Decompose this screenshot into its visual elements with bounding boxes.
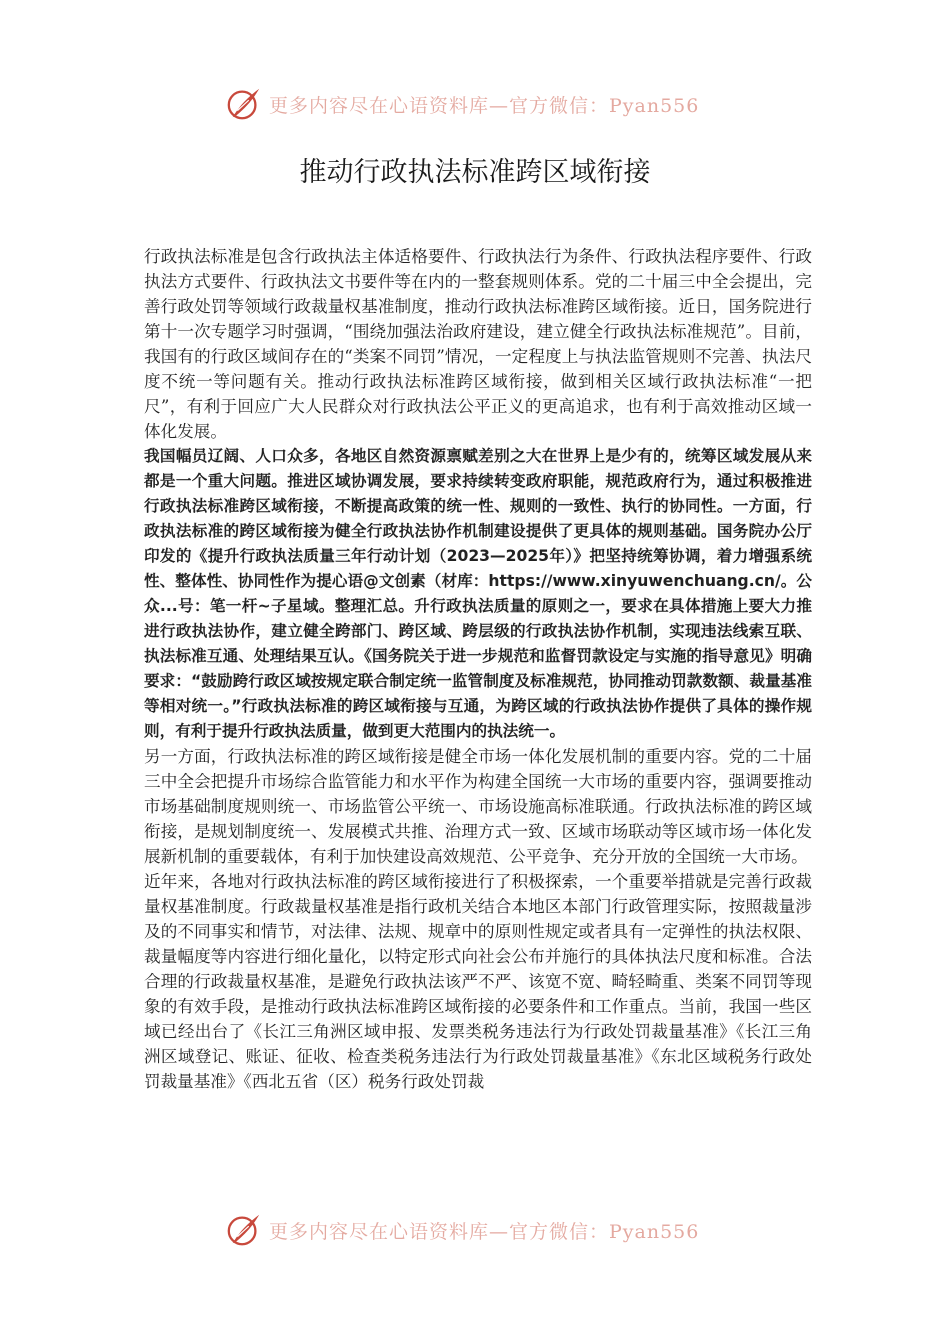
paragraph-3: 另一方面，行政执法标准的跨区域衔接是健全市场一体化发展机制的重要内容。党的二十届三中全会把提升市场综合监管能力和水平作为构建全国统一大市场的重要内容，强调要推动市场基础制度规则统一、市场监管公平统一、市场设施高标准联通。行政执法标准的跨区域衔接，是规划制度统一、发展模式共推、治理方式一致、区域市场联动等区域市场一体化发展新机制的重要载体，有利于加快建设高效规范、公平竞争、充分开放的全国统一大市场。	[144, 747, 812, 866]
quill-pen-icon	[225, 85, 263, 123]
footer-banner[interactable]	[225, 1210, 725, 1250]
paragraph-4: 近年来，各地对行政执法标准的跨区域衔接进行了积极探索，一个重要举措就是完善行政裁量权基准制度。行政裁量权基准是指行政机关结合本地区本部门行政管理实际，按照裁量涉及的不同事实和情节，对法律、法规、规章中的原则性规定或者具有一定弹性的执法权限、裁量幅度等内容进行细化量化，以特定形式向社会公布并施行的具体执法尺度和标准。合法合理的行政裁量权基准，是避免行政执法该严不严、该宽不宽、畸轻畸重、类案不同罚等现象的有效手段，是推动行政执法标准跨区域衔接的必要条件和工作重点。当前，我国一些区域已经出台了《长江三角洲区域申报、发票类税务违法行为行政处罚裁量基准》《长江三角洲区域登记、账证、征收、检查类税务违法行为行政处罚裁量基准》《东北区域税务行政处罚裁量基准》《西北五省（区）税务行政处罚裁	[144, 872, 812, 1091]
banner-text: 更多内容尽在心语资料库—官方微信：Pyan556	[269, 1220, 700, 1243]
quill-pen-icon	[225, 1211, 263, 1249]
article-body	[144, 244, 812, 1094]
banner-text: 更多内容尽在心语资料库—官方微信：Pyan556	[269, 94, 700, 117]
page-title: 推动行政执法标准跨区域衔接	[299, 157, 651, 188]
paragraph-1: 行政执法标准是包含行政执法主体适格要件、行政执法行为条件、行政执法程序要件、行政执法方式要件、行政执法文书要件等在内的一整套规则体系。党的二十届三中全会提出，完善行政处罚等领域行政裁量权基准制度，推动行政执法标准跨区域衔接。近日，国务院进行第十一次专题学习时强调，“围绕加强法治政府建设，建立健全行政执法标准规范”。目前，我国有的行政区域间存在的“类案不同罚”情况，一定程度上与执法监管规则不完善、执法尺度不统一等问题有关。推动行政执法标准跨区域衔接，做到相关区域行政执法标准“一把尺”，有利于回应广大人民群众对行政执法公平正义的更高追求，也有利于高效推动区域一体化发展。	[144, 247, 812, 441]
header-banner[interactable]	[225, 84, 725, 124]
paragraph-2: 我国幅员辽阔、人口众多，各地区自然资源禀赋差别之大在世界上是少有的，统筹区域发展从来都是一个重大问题。推进区域协调发展，要求持续转变政府职能，规范政府行为，通过积极推进行政执法标准跨区域衔接，不断提高政策的统一性、规则的一致性、执行的协同性。一方面，行政执法标准的跨区域衔接为健全行政执法协作机制建设提供了更具体的规则基础。国务院办公厅印发的《提升行政执法质量三年行动计划（2023—2025年）》把坚持统筹协调，着力增强系统性、整体性、协同性作为提心语@文创素（材库：https://www.xinyuwenchuang.cn/。公众...号：笔一杆~子星域。整理汇总。升行政执法质量的原则之一，要求在具体措施上要大力推进行政执法协作，建立健全跨部门、跨区域、跨层级的行政执法协作机制，实现违法线索互联、执法标准互通、处理结果互认。《国务院关于进一步规范和监督罚款设定与实施的指导意见》明确要求：“鼓励跨行政区域按规定联合制定统一监管制度及标准规范，协同推动罚款数额、裁量基准等相对统一。”行政执法标准的跨区域衔接与互通，为跨区域的行政执法协作提供了具体的操作规则，有利于提升行政执法质量，做到更大范围内的执法统一。	[144, 447, 812, 740]
